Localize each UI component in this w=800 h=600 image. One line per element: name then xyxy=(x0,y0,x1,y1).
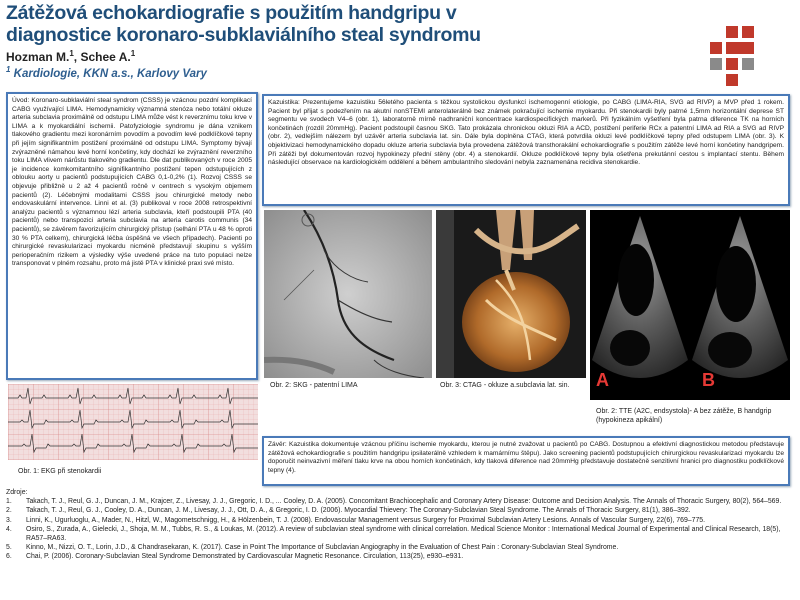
reference-item xyxy=(6,525,792,543)
reference-number: 5. xyxy=(6,544,12,552)
reference-number: 2. xyxy=(6,507,12,515)
reference-text: Kinno, M., Nizzi, O. T., Lorin, J.D., & Chandrasekaran, K. (2017). Case in Point The Importance of Subclavian Angiography in the Evaluation of Chest Pain : Coronary-Subclavian Steal Syndrome. xyxy=(26,544,619,552)
ecg-strip-image xyxy=(8,384,258,460)
reference-number: 4. xyxy=(6,525,12,533)
tte-caption: Obr. 2: TTE (A2C, endsystola)- A bez zátěže, B handgrip (hypokineza apikální) xyxy=(596,408,772,424)
authors: Hozman M.$^1$, Schee A.$^1$ xyxy=(6,49,136,64)
conclusion-text: Závěr: Kazuistika dokumentuje vzácnou příčinu ischemie myokardu, kterou je nutné zvažovat u pacientů po CABG. Dostupnou a efektivní diagnostickou metodou představuje zátěžová echokardiografie s použitím handgripu ipsilaterálně vzhledem k mamárnímu štěpu). Jako screening pacientů podstupujících chirurgickou revaskularizaci myokardu lze doporučit neinvazivní měření tlaku krve na obou horních končetinách, kdy tlaková diference nad 20mmHg představuje dostatečně senzitivní hranici pro diagnostiku podklíčkové tepny (4). xyxy=(268,441,784,474)
affiliation-text: Kardiologie, KKN a.s., Karlovy Vary xyxy=(13,67,207,80)
affiliation-sup: 1 xyxy=(6,65,11,74)
tte-label-a: A xyxy=(596,370,609,390)
reference-number: 3. xyxy=(6,516,12,524)
conclusion-section xyxy=(262,436,790,486)
author-sup: 1 xyxy=(69,49,74,58)
references-heading: Zdroje: xyxy=(6,489,28,496)
reference-item xyxy=(6,516,792,525)
tte-label-b: B xyxy=(702,370,715,390)
reference-item xyxy=(6,497,792,506)
references-list xyxy=(6,497,792,561)
ecg-strip-icon xyxy=(8,384,258,460)
references-section xyxy=(6,488,792,562)
reference-number: 6. xyxy=(6,553,12,561)
reference-text: Linni, K., Ugurluoglu, A., Mader, N., Hitzl, W., Magometschnigg, H., & Hölzenbein, T. J. (2008). Endovascular Management versus Surgery for Proximal Subclavian Artery Lesions. Annals of Vascular Surgery, 22(6), 769–775. xyxy=(26,516,706,524)
reference-text: Takach, T. J., Reul, G. J., Cooley, D. A., Duncan, J. M., Livesay, J. J., Ott, D. A., & Gregoric, I. D. (2006). Myocardial Thievery: The Coronary-Subclavian Steal Syndrome. The Annals of Thoracic Surgery, 81(1), 386–392. xyxy=(26,507,691,515)
ctag-caption: Obr. 3: CTAG - okluze a.subclavia lat. sin. xyxy=(440,382,570,389)
skg-angiogram-image xyxy=(264,210,432,378)
author-sup: 1 xyxy=(130,49,136,58)
reference-text: Chai, P. (2006). Coronary-Subclavian Steal Syndrome Demonstrated by Cardiovascular Magnetic Resonance. Circulation, 113(25), e930–e931. xyxy=(26,553,464,561)
echocardiogram-icon xyxy=(590,210,790,400)
case-text: Kazuistika: Prezentujeme kazuistiku 56letého pacienta s těžkou systolickou dysfunkcí ischemogenní etiologie, po CABG (LIMA-RIA, SVG ad RIVP) a MVP před 1 rokem. Pacient byl přijat s podezřením na akutní nonSTEMI anterolaterálně bez známek pokračující ischemie myokardu. Při stenokardii byly patrné 1,5mm horizontální deprese ST segmentu ve svodech V4–6 (obr. 1), laboratorně mírně nadhraniční koncentrace kardiospecifických markerů. Při fyzikálním vyšetření byla patrna diference TK na horních končetinách (rozdíl 20mmHg). Pacient podstoupil časnou SKG. Tato prokázala chronickou okluzi RIA a ACD, postižení periferie RCx a patentní LIMA ad RIA a SVG ad RIVP (obr. 2), vedlejším nálezem byl uzávěr arteria subclavia lat. sin. Dále byla doplněna CTAG, která potvrdila okluzi levé podklíčkové tepny před odstupem LIMA (obr. 3). K objektivizaci hemodynamického dopadu okluze arteria subclavia byla provedena zátěžová transthorakální echokardiografie s použitím zátěže levé horní končetiny handgripem. Při zátěži byl dokumentován rozvoj hypokinezy přední stěny (obr. 4) a stenokardií. Okluze podklíčkové tepny byla ošetřena prekutánní cestou s implantací stentu. Během následující observace na kardiologickém oddělení a během ambulantního sledování nebyla zaznamenána recidiva stenokardie. xyxy=(268,99,784,167)
poster-title: Zátěžová echokardiografie s použitím handgripu v diagnostice koronaro-subklaviálního steal syndromu xyxy=(6,2,481,46)
affiliation xyxy=(6,65,207,80)
angiogram-icon xyxy=(264,210,432,378)
author-name: Schee A. xyxy=(80,50,131,64)
tte-echo-image xyxy=(590,210,790,400)
case-section xyxy=(262,94,790,206)
reference-number: 1. xyxy=(6,498,12,506)
intro-text: Úvod: Koronaro-subklaviální steal syndrom (CSSS) je vzácnou pozdní komplikací CABG využívající LIMA. Hemodynamicky významná stenóza nebo totální okluze arteria subclavia proximálně od odstupu LIMA může vést k reverznímu toku krve v LIMA a k myokardiální ischemii. Patofyziologie syndromu je dána vznikem tlakového gradientu mezi koronárním povodím a povodím levé podklíčkové tepny při jejím signifikantním postižení proximálně od odstupu LIMA. Symptomy bývají zvýrazněné námahou levé horní končetiny, kdy dochází ke zvýraznění reverzního toku LIMA vlivem nárůstu tlakového gradientu. Dle dat publikovaných v roce 2005 je incidence komkomitantního signifikantního postižení tepen odstupujících z oblouku aorty u pacientů podstupujících CABG 0,1-0,2% (1). Rozvoj CSSS se objevuje přibližně u 2 až 4 pacientů ročně v centrech s vysokým objemem pacientů (2). Léčebnými modalitami CSSS jsou chirurgické metody nebo endovaskulární intervence. Linni et al. (3) publikoval v roce 2008 retrospektivní analýzu pacientů s významnou lézí arteria subclavia, kteří podstoupili PTA (40 pacientů) nebo transpozici arteria subclavia na arteria carotis communis (34 pacientů), se závěrem favorizujícím chirurgický přístup (selhání PTA u 48 % oproti 30 % PTA celkem), chirurgická léčba úspěšná ve všech případech). Pacienti po chirurgické revaskularizaci myokardu nicméně představují skupinu s vyšším perioperačním rizikem a výsledky výše uvedené práce na tuto populaci nelze transponovat v plném rozsahu, proto má jistě PTA v klinické praxi své místo. xyxy=(12,97,252,268)
ct-angiogram-3d-icon xyxy=(436,210,586,378)
ctag-image xyxy=(436,210,586,378)
skg-caption: Obr. 2: SKG - patentní LIMA xyxy=(270,382,358,389)
reference-text: Osiro, S., Zurada, A., Gielecki, J., Shoja, M. M., Tubbs, R. S., & Loukas, M. (2012). A review of subclavian steal syndrome with clinical correlation. Medical Science Monitor : International Medical Journal of Experimental and Clinical Research, 18(5), RA57–RA63. xyxy=(26,525,781,543)
red-cross-hospital-logo xyxy=(706,26,766,86)
ecg-caption: Obr. 1: EKG při stenokardii xyxy=(18,468,102,475)
reference-item xyxy=(6,552,792,561)
reference-item xyxy=(6,543,792,552)
author-name: Hozman M. xyxy=(6,50,70,64)
intro-section xyxy=(6,92,258,380)
reference-text: Takach, T. J., Reul, G. J., Duncan, J. M., Krajcer, Z., Livesay, J. J., Gregoric, I. D., ... Cooley, D. A. (2005). Concomitant Brachiocephalic and Coronary Artery Disease: Outcome and Decision Analysis. The Annals of Thoracic Surgery, 80(2), 564–569. xyxy=(26,498,782,506)
reference-item xyxy=(6,506,792,515)
